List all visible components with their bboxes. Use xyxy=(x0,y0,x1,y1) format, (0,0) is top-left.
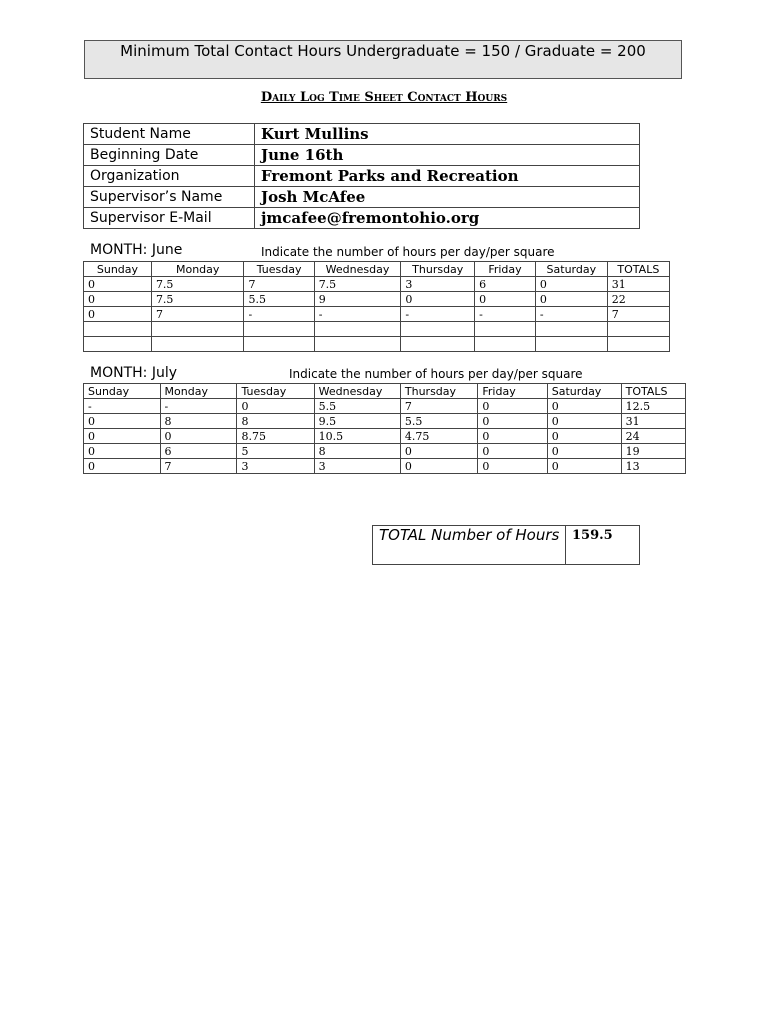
table-cell: 12.5 xyxy=(621,399,685,414)
table-cell: 3 xyxy=(237,459,314,474)
info-row-beginning-date xyxy=(84,145,640,166)
table-cell xyxy=(314,322,401,337)
table-cell: 0 xyxy=(478,444,547,459)
table-cell: 0 xyxy=(478,414,547,429)
table-cell: 6 xyxy=(475,277,536,292)
column-header: Friday xyxy=(475,262,536,277)
table-cell: 10.5 xyxy=(314,429,400,444)
july-instruction: Indicate the number of hours per day/per square xyxy=(289,367,583,381)
table-cell: 0 xyxy=(478,399,547,414)
table-cell: 5 xyxy=(237,444,314,459)
info-label: Student Name xyxy=(84,124,255,145)
column-header: Monday xyxy=(160,384,237,399)
table-cell: 7.5 xyxy=(151,277,244,292)
table-cell: 7 xyxy=(160,459,237,474)
table-cell: 0 xyxy=(84,292,152,307)
table-row xyxy=(84,429,686,444)
table-cell: - xyxy=(401,307,475,322)
table-cell: 5.5 xyxy=(244,292,314,307)
table-cell: 0 xyxy=(475,292,536,307)
table-cell xyxy=(535,337,607,352)
table-cell: 0 xyxy=(84,429,161,444)
table-cell: 6 xyxy=(160,444,237,459)
table-cell: 13 xyxy=(621,459,685,474)
column-header: Sunday xyxy=(84,384,161,399)
table-cell xyxy=(607,322,669,337)
table-cell: 9.5 xyxy=(314,414,400,429)
column-header: TOTALS xyxy=(607,262,669,277)
table-cell: 5.5 xyxy=(400,414,477,429)
column-header: TOTALS xyxy=(621,384,685,399)
table-cell xyxy=(84,322,152,337)
july-header-row xyxy=(84,384,686,399)
table-row xyxy=(84,414,686,429)
table-cell: - xyxy=(84,399,161,414)
table-cell: 8.75 xyxy=(237,429,314,444)
table-row xyxy=(84,444,686,459)
table-cell: 24 xyxy=(621,429,685,444)
table-cell: 0 xyxy=(84,277,152,292)
table-cell xyxy=(401,322,475,337)
table-cell: - xyxy=(244,307,314,322)
table-cell: 4.75 xyxy=(400,429,477,444)
table-cell: 0 xyxy=(535,292,607,307)
table-cell: 22 xyxy=(607,292,669,307)
table-cell: 0 xyxy=(547,399,621,414)
july-table-body xyxy=(84,399,686,474)
table-cell: - xyxy=(314,307,401,322)
table-cell xyxy=(314,337,401,352)
table-cell: 0 xyxy=(401,292,475,307)
table-cell: 0 xyxy=(535,277,607,292)
column-header: Thursday xyxy=(401,262,475,277)
total-hours-box xyxy=(372,525,640,565)
table-cell: 0 xyxy=(547,444,621,459)
table-cell: 7 xyxy=(607,307,669,322)
table-row xyxy=(84,459,686,474)
table-cell: 0 xyxy=(84,307,152,322)
info-row-student-name xyxy=(84,124,640,145)
column-header: Thursday xyxy=(400,384,477,399)
document-title: Daily Log Time Sheet Contact Hours xyxy=(260,90,508,105)
june-instruction: Indicate the number of hours per day/per square xyxy=(261,245,555,259)
table-cell: 31 xyxy=(607,277,669,292)
table-cell xyxy=(244,322,314,337)
june-table-body xyxy=(84,277,670,352)
table-cell xyxy=(84,337,152,352)
column-header: Tuesday xyxy=(244,262,314,277)
table-cell: 7 xyxy=(244,277,314,292)
table-cell: 8 xyxy=(314,444,400,459)
info-value: jmcafee@fremontohio.org xyxy=(255,208,640,229)
column-header: Tuesday xyxy=(237,384,314,399)
info-label: Supervisor’s Name xyxy=(84,187,255,208)
table-cell: 31 xyxy=(621,414,685,429)
table-cell: 0 xyxy=(400,444,477,459)
table-cell xyxy=(475,337,536,352)
table-row xyxy=(84,337,670,352)
info-row-supervisor-email xyxy=(84,208,640,229)
info-label: Beginning Date xyxy=(84,145,255,166)
table-cell: 3 xyxy=(314,459,400,474)
table-cell: 0 xyxy=(547,429,621,444)
column-header: Wednesday xyxy=(314,262,401,277)
table-cell: 0 xyxy=(84,414,161,429)
column-header: Saturday xyxy=(547,384,621,399)
table-cell: 0 xyxy=(160,429,237,444)
july-hours-table xyxy=(83,383,686,474)
table-row xyxy=(84,399,686,414)
july-month-label: MONTH: July xyxy=(90,365,177,381)
column-header: Wednesday xyxy=(314,384,400,399)
table-cell xyxy=(607,337,669,352)
june-month-label: MONTH: June xyxy=(90,242,183,258)
table-cell: 0 xyxy=(237,399,314,414)
info-row-organization xyxy=(84,166,640,187)
column-header: Saturday xyxy=(535,262,607,277)
table-cell: - xyxy=(160,399,237,414)
table-cell: 0 xyxy=(547,459,621,474)
minimum-hours-banner: Minimum Total Contact Hours Undergraduate = 150 / Graduate = 200 xyxy=(84,40,682,79)
student-info-table xyxy=(83,123,640,229)
table-cell: - xyxy=(475,307,536,322)
table-cell xyxy=(151,337,244,352)
table-cell xyxy=(535,322,607,337)
table-cell: 0 xyxy=(478,429,547,444)
info-value: Josh McAfee xyxy=(255,187,640,208)
table-cell xyxy=(401,337,475,352)
info-value: June 16th xyxy=(255,145,640,166)
table-row xyxy=(84,322,670,337)
total-row xyxy=(373,526,640,565)
table-cell: 0 xyxy=(400,459,477,474)
column-header: Monday xyxy=(151,262,244,277)
table-cell: 0 xyxy=(84,444,161,459)
table-cell: - xyxy=(535,307,607,322)
table-row xyxy=(84,277,670,292)
table-cell: 19 xyxy=(621,444,685,459)
table-cell xyxy=(244,337,314,352)
table-cell: 0 xyxy=(84,459,161,474)
table-cell: 7 xyxy=(400,399,477,414)
table-cell: 0 xyxy=(547,414,621,429)
info-value: Fremont Parks and Recreation xyxy=(255,166,640,187)
info-label: Organization xyxy=(84,166,255,187)
info-value: Kurt Mullins xyxy=(255,124,640,145)
table-cell: 0 xyxy=(478,459,547,474)
june-hours-table xyxy=(83,261,670,352)
column-header: Sunday xyxy=(84,262,152,277)
table-cell: 7.5 xyxy=(314,277,401,292)
table-cell xyxy=(475,322,536,337)
table-cell: 7.5 xyxy=(151,292,244,307)
column-header: Friday xyxy=(478,384,547,399)
table-row xyxy=(84,292,670,307)
table-row xyxy=(84,307,670,322)
table-cell: 7 xyxy=(151,307,244,322)
june-header-row xyxy=(84,262,670,277)
table-cell xyxy=(151,322,244,337)
info-label: Supervisor E-Mail xyxy=(84,208,255,229)
table-cell: 8 xyxy=(237,414,314,429)
total-value: 159.5 xyxy=(566,526,640,565)
info-row-supervisor-name xyxy=(84,187,640,208)
total-label: TOTAL Number of Hours xyxy=(373,526,566,565)
table-cell: 9 xyxy=(314,292,401,307)
table-cell: 8 xyxy=(160,414,237,429)
table-cell: 3 xyxy=(401,277,475,292)
table-cell: 5.5 xyxy=(314,399,400,414)
